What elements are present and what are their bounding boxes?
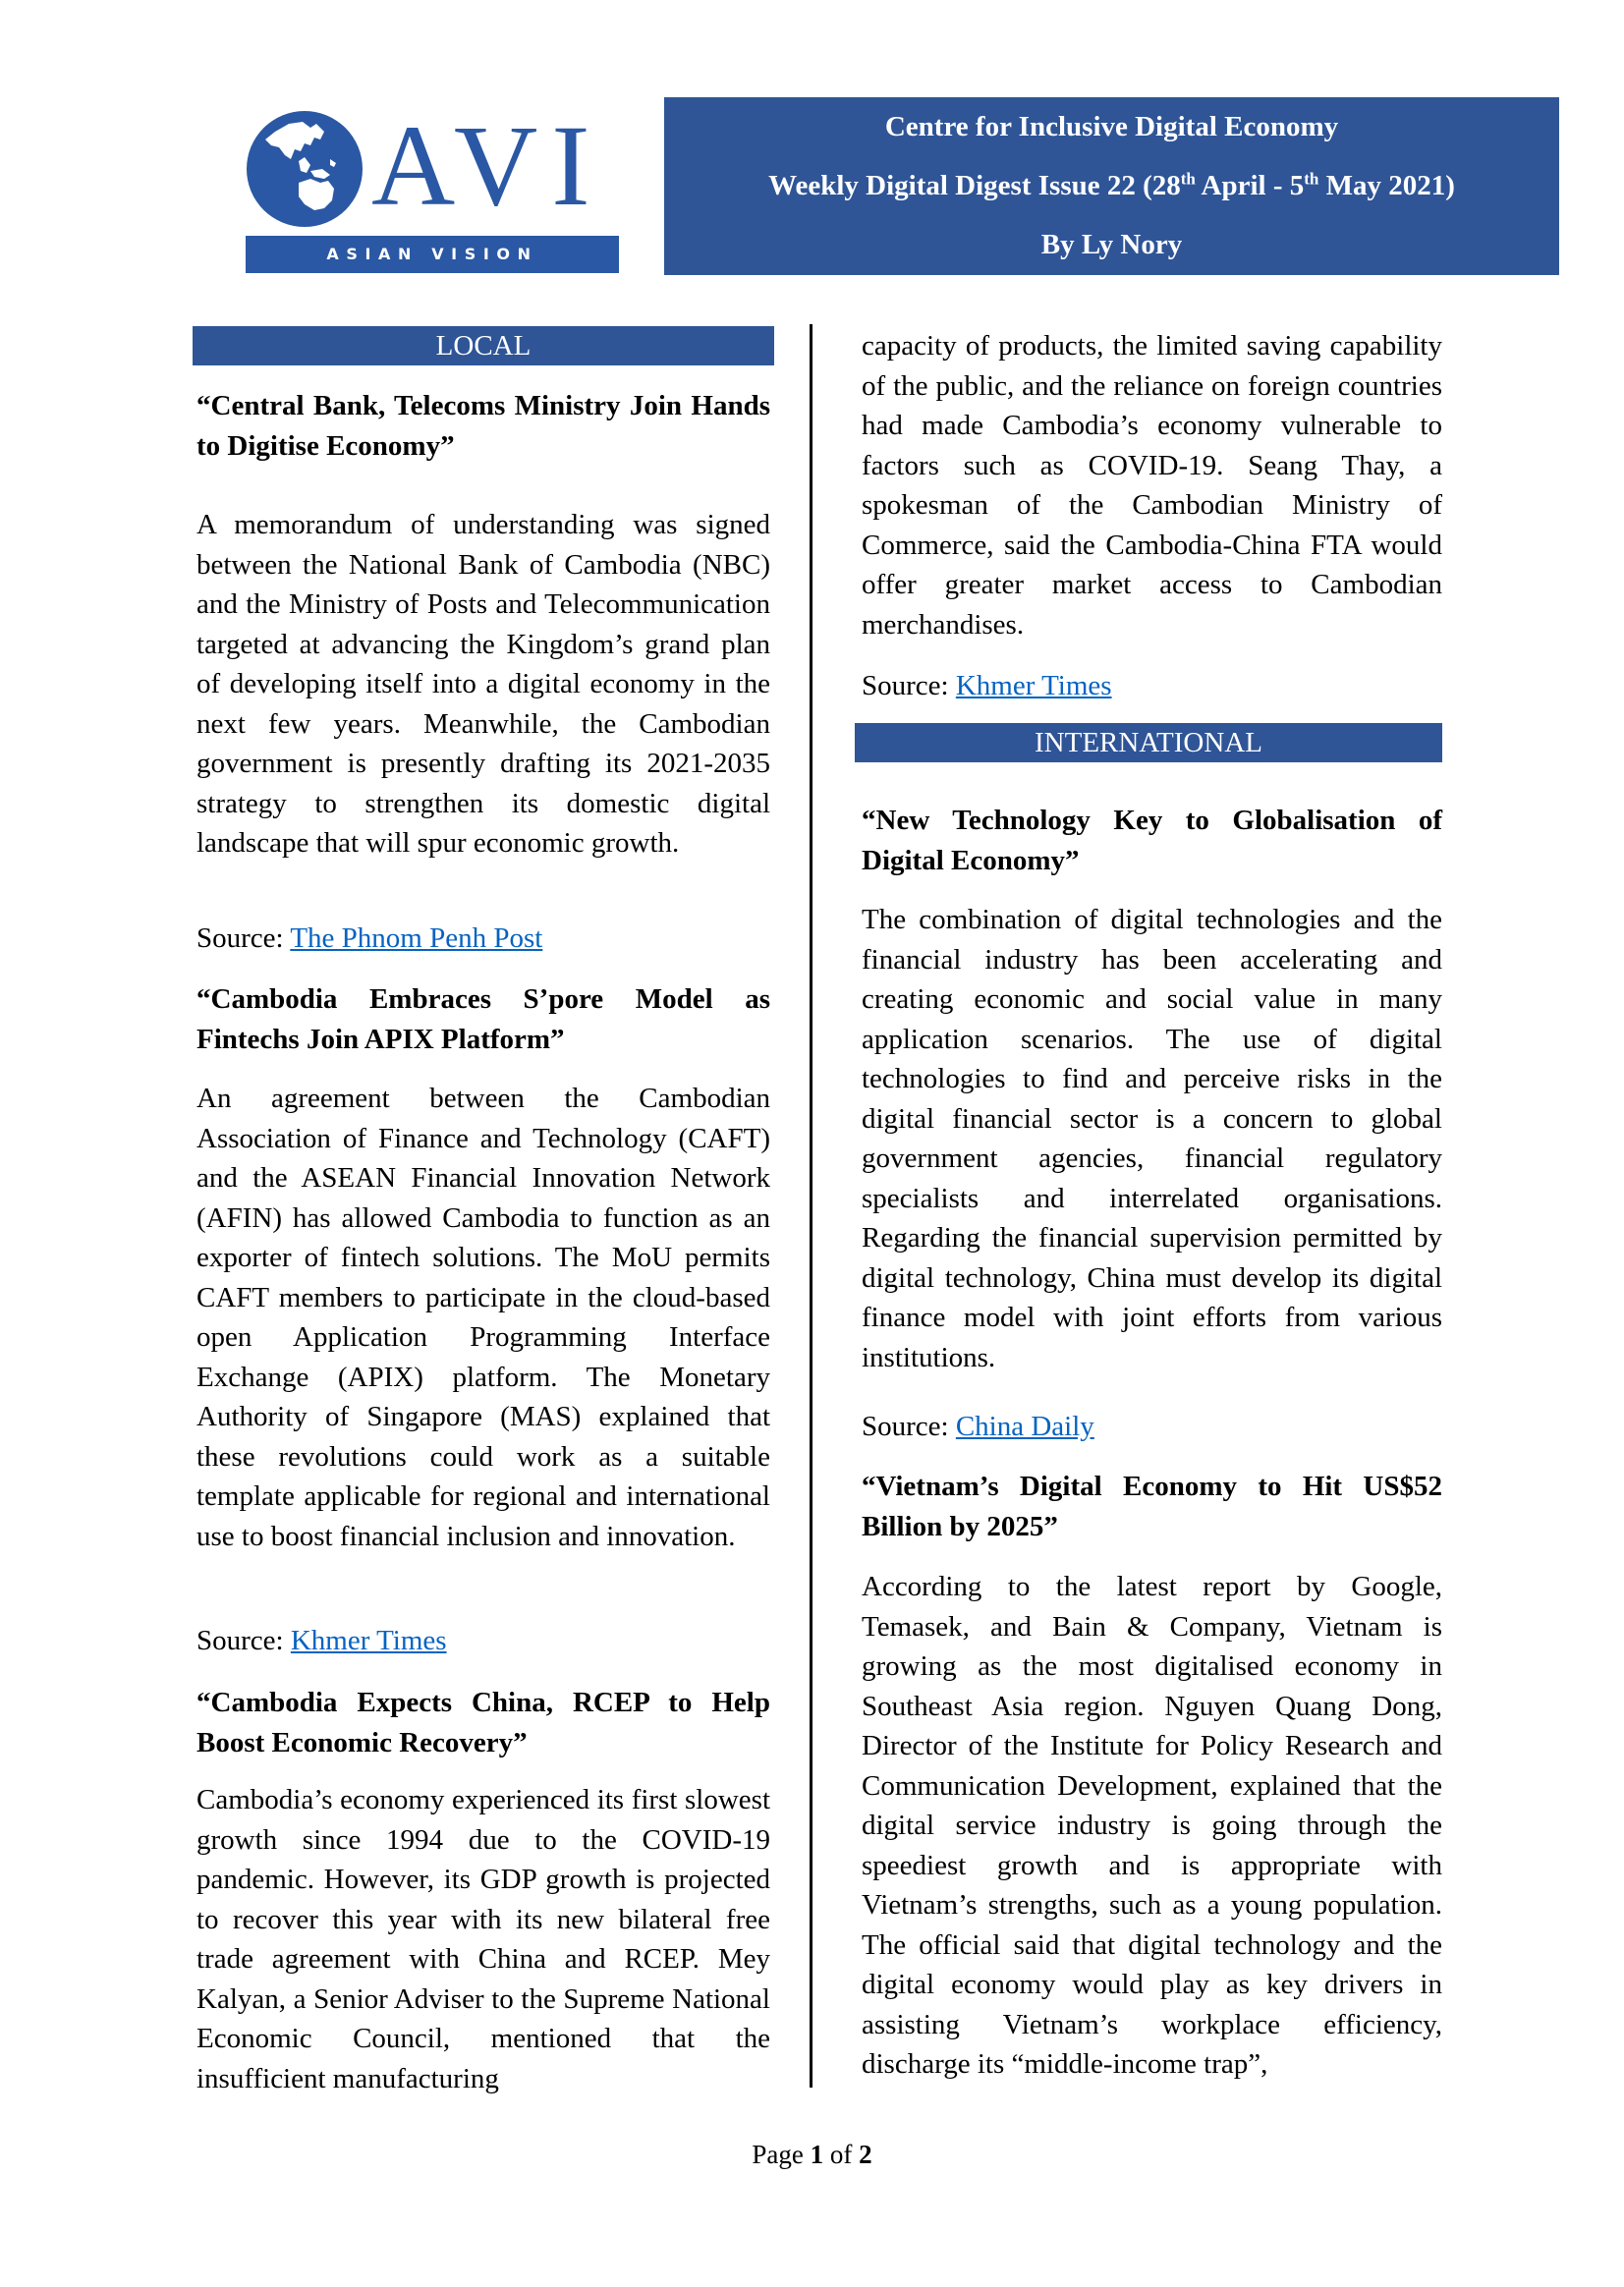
- article-body: According to the latest report by Google, Temasek, and Bain & Company, Vietnam is growing as the most digitalised economy in Southeast Asia region. Nguyen Quang Dong, Director of the Institute for Policy Research and Communication Development, explained that the digital service industry is going through the speediest growth and is appropriate with Vietnam’s strengths, such as a young population. The official said that digital technology and the digital economy would play as key drivers in assisting Vietnam’s workplace efficiency, discharge its “middle-income trap”,: [862, 1571, 1442, 2080]
- article-headline: “Cambodia Expects China, RCEP to Help Boost Economic Recovery”: [196, 1687, 770, 1758]
- article-source: Source: The Phnom Penh Post: [196, 922, 543, 954]
- article-headline: “Vietnam’s Digital Economy to Hit US$52 Billion by 2025”: [862, 1471, 1442, 1542]
- article-source: Source: Khmer Times: [196, 1625, 447, 1656]
- article-body: A memorandum of understanding was signed between the National Bank of Cambodia (NBC) and the Ministry of Posts and Telecommunication targeted at advancing the Kingdom’s grand plan of developing itself into a digital economy in the next few years. Meanwhile, the Cambodian government is presently drafting its 2021-2035 strategy to strengthen its domestic digital landscape that will spur economic growth.: [196, 509, 770, 859]
- article-headline: “Cambodia Embraces S’pore Model as Fintechs Join APIX Platform”: [196, 983, 770, 1055]
- article-body-continued: capacity of products, the limited saving capability of the public, and the reliance on foreign countries had made Cambodia’s economy vulnerable to factors such as COVID-19. Seang Thay, a spokesman of the Cambodian Ministry of Commerce, said the Cambodia-China FTA would offer greater market access to Cambodian merchandises.: [862, 330, 1442, 641]
- column-divider: [810, 324, 812, 2088]
- article-body: An agreement between the Cambodian Association of Finance and Technology (CAFT) and the ASEAN Financial Innovation Network (AFIN) has allowed Cambodia to function as an exporter of fintech solutions. The MoU permits CAFT members to participate in the cloud-based open Application Programming Interface Exchange (APIX) platform. The Monetary Authority of Singapore (MAS) explained that these revolutions could work as a suitable template applicable for regional and international use to boost financial inclusion and innovation.: [196, 1083, 770, 1552]
- source-link[interactable]: Khmer Times: [290, 1625, 447, 1656]
- article-source: Source: China Daily: [862, 1411, 1094, 1442]
- logo-letters: AVI: [371, 101, 604, 230]
- digest-header: [664, 97, 1559, 275]
- source-link[interactable]: The Phnom Penh Post: [290, 922, 543, 954]
- page-number: Page 1 of 2: [752, 2140, 872, 2169]
- article-headline: “Central Bank, Telecoms Ministry Join Hands to Digitise Economy”: [196, 390, 770, 462]
- article-body: The combination of digital technologies and the financial industry has been accelerating and creating economic and social value in many application scenarios. The use of digital technologies to find and perceive risks in the digital financial sector is a concern to global government agencies, financial regulatory specialists and interrelated organisations. Regarding the financial supervision permitted by digital technology, China must develop its digital finance model with joint efforts from various institutions.: [862, 904, 1442, 1373]
- source-link[interactable]: Khmer Times: [955, 670, 1112, 701]
- avi-logo: [246, 101, 624, 301]
- article-headline: “New Technology Key to Globalisation of Digital Economy”: [862, 805, 1442, 876]
- author-line: By Ly Nory: [1040, 229, 1183, 260]
- section-international: INTERNATIONAL: [855, 723, 1442, 762]
- article-source: Source: Khmer Times: [862, 670, 1112, 701]
- article-body: Cambodia’s economy experienced its first slowest growth since 1994 due to the COVID-19 pandemic. However, its GDP growth is projected to recover this year with its new bilateral free trade agreement with China and RCEP. Mey Kalyan, a Senior Adviser to the Supreme National Economic Council, mentioned that the insufficient manufacturing: [196, 1784, 770, 2094]
- source-link[interactable]: China Daily: [955, 1411, 1094, 1442]
- centre-title: Centre for Inclusive Digital Economy: [884, 111, 1339, 142]
- globe-icon: [246, 110, 364, 228]
- issue-title: Weekly Digital Digest Issue 22 (28th April - 5th May 2021): [768, 169, 1455, 201]
- logo-tagline: ASIAN VISION INSTITUTE: [246, 236, 619, 273]
- section-local: LOCAL: [193, 326, 774, 365]
